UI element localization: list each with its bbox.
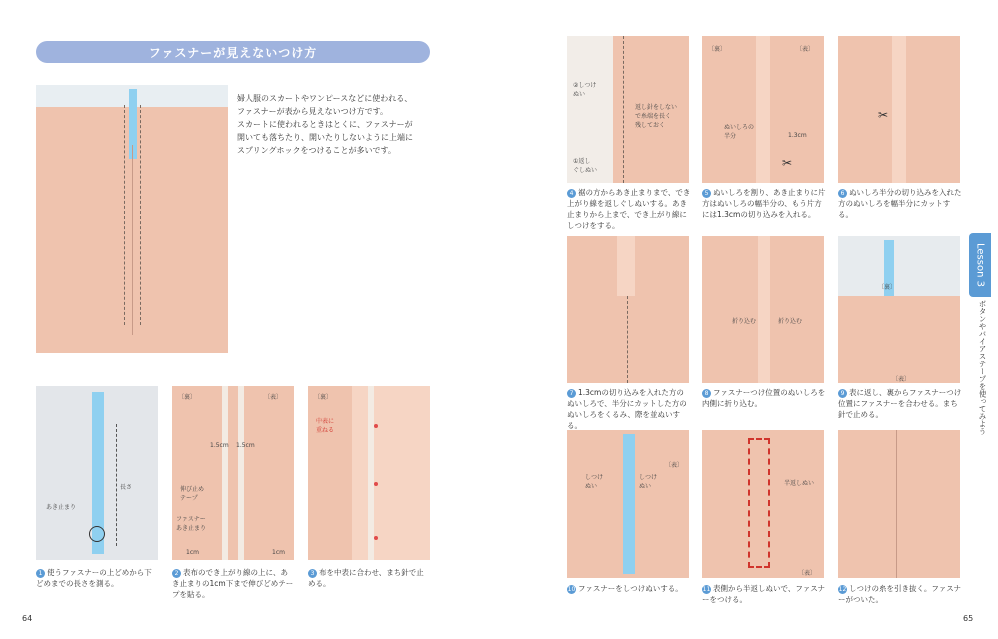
label-baste-a: しつけ ぬい [585,474,604,490]
step3-photo [308,386,430,560]
label-1cm-a: 1cm [186,549,199,556]
page-number-left: 64 [22,614,33,623]
step-caption: 9 表に返し、裏からファスナーつけ位置にファスナーを合わせる。まち針で止める。 [838,388,962,419]
step9-photo [838,236,960,383]
section-title: ファスナーが見えないつけ方 [36,41,430,63]
label-ura-9: 〔裏〕 [878,284,897,291]
label-pin-note: 中表に 重ねる [316,418,335,434]
step7-photo [567,236,689,383]
step2-photo [172,386,294,560]
label-zipper-stop: ファスナー あき止まり [176,516,207,532]
step6-photo [838,36,960,183]
lesson-subtitle: ボタンやバイアステープを使ってみよう [978,300,987,435]
step-caption: 1 使うファスナーの上どめから下どめまでの長さを測る。 [36,568,152,588]
label-half-seam: ぬいしろの 半分 [724,124,755,140]
step1-photo [36,386,158,560]
label-fold-in-b: 折り込む [778,318,803,325]
step-caption: 5 ぬいしろを割り、あき止まりに片方はぬいしろの幅半分の、もう片方には1.3cmの切り込みを入れる。 [702,188,826,219]
scissors-icon: ✂ [782,156,793,170]
step10-photo [567,430,689,578]
label-15cm-b: 1.5cm [236,442,255,449]
step-caption: 8 ファスナーつけ位置のぬいしろを内側に折り込む。 [702,388,826,408]
step5-photo [702,36,824,183]
step-caption: 3 布を中表に合わせ、まち針で止める。 [308,568,424,588]
label-ura-3: 〔裏〕 [314,394,333,401]
label-stay-tape: 伸び止め テープ [180,486,205,502]
intro-text: 婦人服のスカートやワンピースなどに使われる、 ファスナーが表から見えないつけ方です。 スカートに使われるときはとくに、ファスナーが 開いても落ちたり、開いたりしないように上端に スプリングホックをつけることが多いです。 [237,94,413,155]
label-opening-stop: あき止まり [46,504,77,511]
label-omote-11: 〔表〕 [798,570,817,577]
label-half-back: 半返しぬい [784,480,815,487]
label-length: 長さ [120,484,133,491]
main-photo [36,85,228,353]
step-caption: 10 ファスナーをしつけぬいする。 [567,584,683,593]
label-15cm-a: 1.5cm [210,442,229,449]
step-caption: 11 表側から半返しぬいで、ファスナーをつける。 [702,584,826,604]
label-no-thread-cut: 返し針をしない で糸端を長く 残しておく [635,104,678,129]
label-omote-10: 〔表〕 [665,462,684,469]
step-caption: 6 ぬいしろ半分の切り込みを入れた方のぬいしろを幅半分にカットする。 [838,188,962,219]
step-caption: 4 裾の方からあき止まりまで、でき上がり線を返しぐしぬいする。あき止まりから上まで、でき上がり線にしつけをする。 [567,188,691,230]
label-omote-9: 〔表〕 [892,376,911,383]
label-backstitch: ①返し ぐしぬい [573,158,598,174]
lesson-tab[interactable]: Lesson 3 [969,233,991,297]
step-caption: 7 1.3cmの切り込みを入れた方のぬいしろで、半分にカットした方のぬいしろをくるみ、際を並ぬいする。 [567,388,687,430]
step-caption: 2 表布のでき上がり線の上に、あき止まりの1cm下まで伸びどめテープを貼る。 [172,568,294,599]
label-ura-5: 〔裏〕 [708,46,727,53]
label-basting: ②しつけ ぬい [573,82,597,98]
page-number-right: 65 [963,614,974,623]
step12-photo [838,430,960,578]
label-omote-2: 〔表〕 [264,394,283,401]
step-caption: 12 しつけの糸を引き抜く。ファスナーがついた。 [838,584,962,604]
step11-photo [702,430,824,578]
label-fold-in-a: 折り込む [732,318,757,325]
label-omote-5: 〔表〕 [796,46,815,53]
step4-photo [567,36,689,183]
label-baste-b: しつけ ぬい [639,474,658,490]
label-1cm-b: 1cm [272,549,285,556]
label-13cm: 1.3cm [788,132,807,139]
label-ura-2: 〔裏〕 [178,394,197,401]
step8-photo [702,236,824,383]
scissors-icon: ✂ [878,108,889,122]
